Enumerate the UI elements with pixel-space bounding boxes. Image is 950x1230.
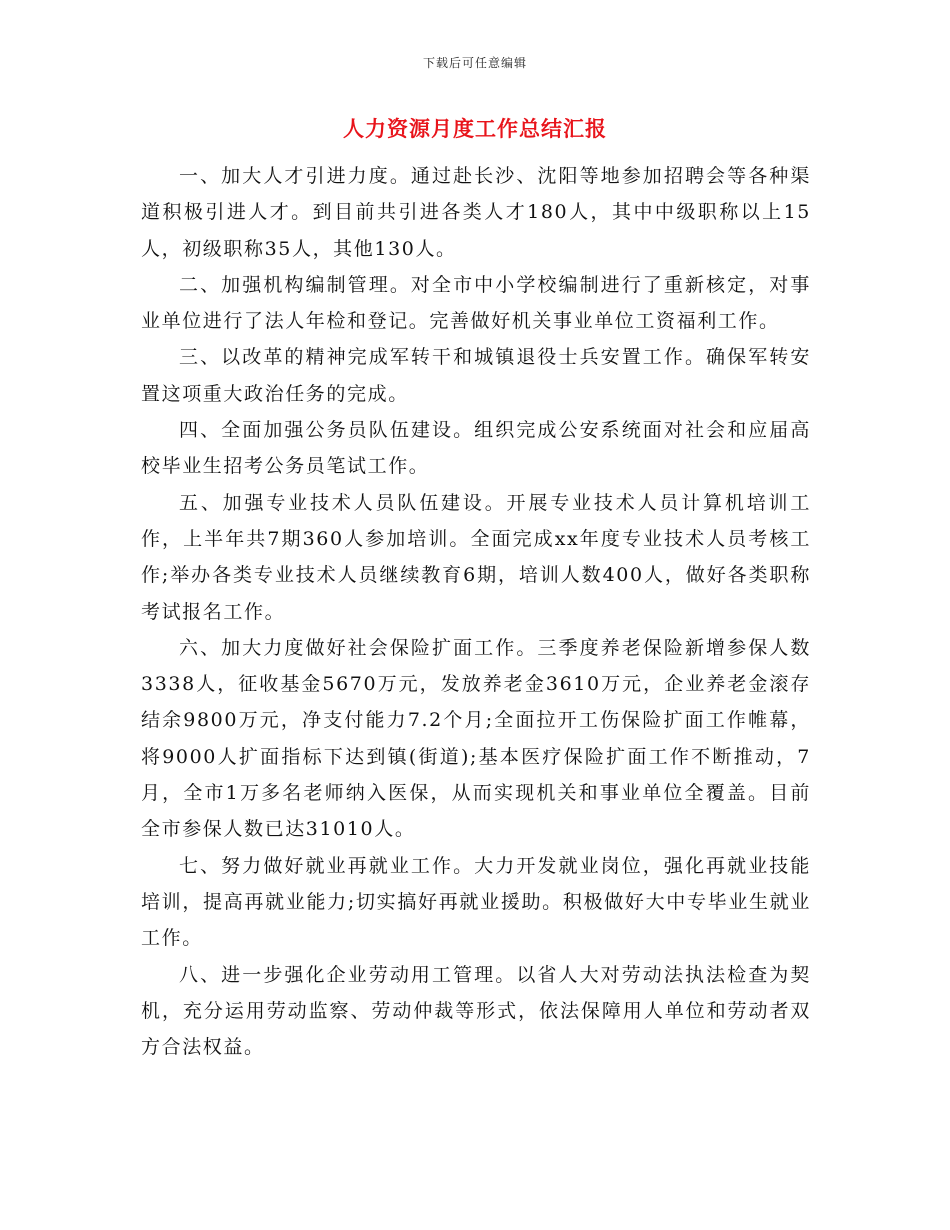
paragraph-2: 二、加强机构编制管理。对全市中小学校编制进行了重新核定，对事业单位进行了法人年检和登记。完善做好机关事业单位工资福利工作。 <box>141 273 811 333</box>
page-header-note: 下载后可任意编辑 <box>422 56 527 70</box>
paragraph-4: 四、全面加强公务员队伍建设。组织完成公安系统面对社会和应届高校毕业生招考公务员笔试工作。 <box>141 419 811 478</box>
paragraph-7: 七、努力做好就业再就业工作。大力开发就业岗位，强化再就业技能培训，提高再就业能力;切实搞好再就业援助。积极做好大中专毕业生就业工作。 <box>141 854 811 950</box>
paragraph-3: 三、以改革的精神完成军转干和城镇退役士兵安置工作。确保军转安置这项重大政治任务的完成。 <box>141 346 811 405</box>
document-body <box>141 158 811 1065</box>
paragraph-5: 五、加强专业技术人员队伍建设。开展专业技术人员计算机培训工作，上半年共7期360人参加培训。全面完成xx年度专业技术人员考核工作;举办各类专业技术人员继续教育6期，培训人数400人，做好各类职称考试报名工作。 <box>141 491 811 623</box>
paragraph-6: 六、加大力度做好社会保险扩面工作。三季度养老保险新增参保人数3338人，征收基金5670万元，发放养老金3610万元，企业养老金滚存结余9800万元，净支付能力7.2个月;全面拉开工伤保险扩面工作帷幕，将9000人扩面指标下达到镇(街道);基本医疗保险扩面工作不断推动，7月，全市1万多名老师纳入医保，从而实现机关和事业单位全覆盖。目前全市参保人数已达31010人。 <box>141 636 811 841</box>
paragraph-1: 一、加大人才引进力度。通过赴长沙、沈阳等地参加招聘会等各种渠道积极引进人才。到目前共引进各类人才180人，其中中级职称以上15人，初级职称35人，其他130人。 <box>141 165 811 260</box>
paragraph-8: 八、进一步强化企业劳动用工管理。以省人大对劳动法执法检查为契机，充分运用劳动监察、劳动仲裁等形式，依法保障用人单位和劳动者双方合法权益。 <box>141 963 811 1059</box>
document-title: 人力资源月度工作总结汇报 <box>343 117 607 141</box>
